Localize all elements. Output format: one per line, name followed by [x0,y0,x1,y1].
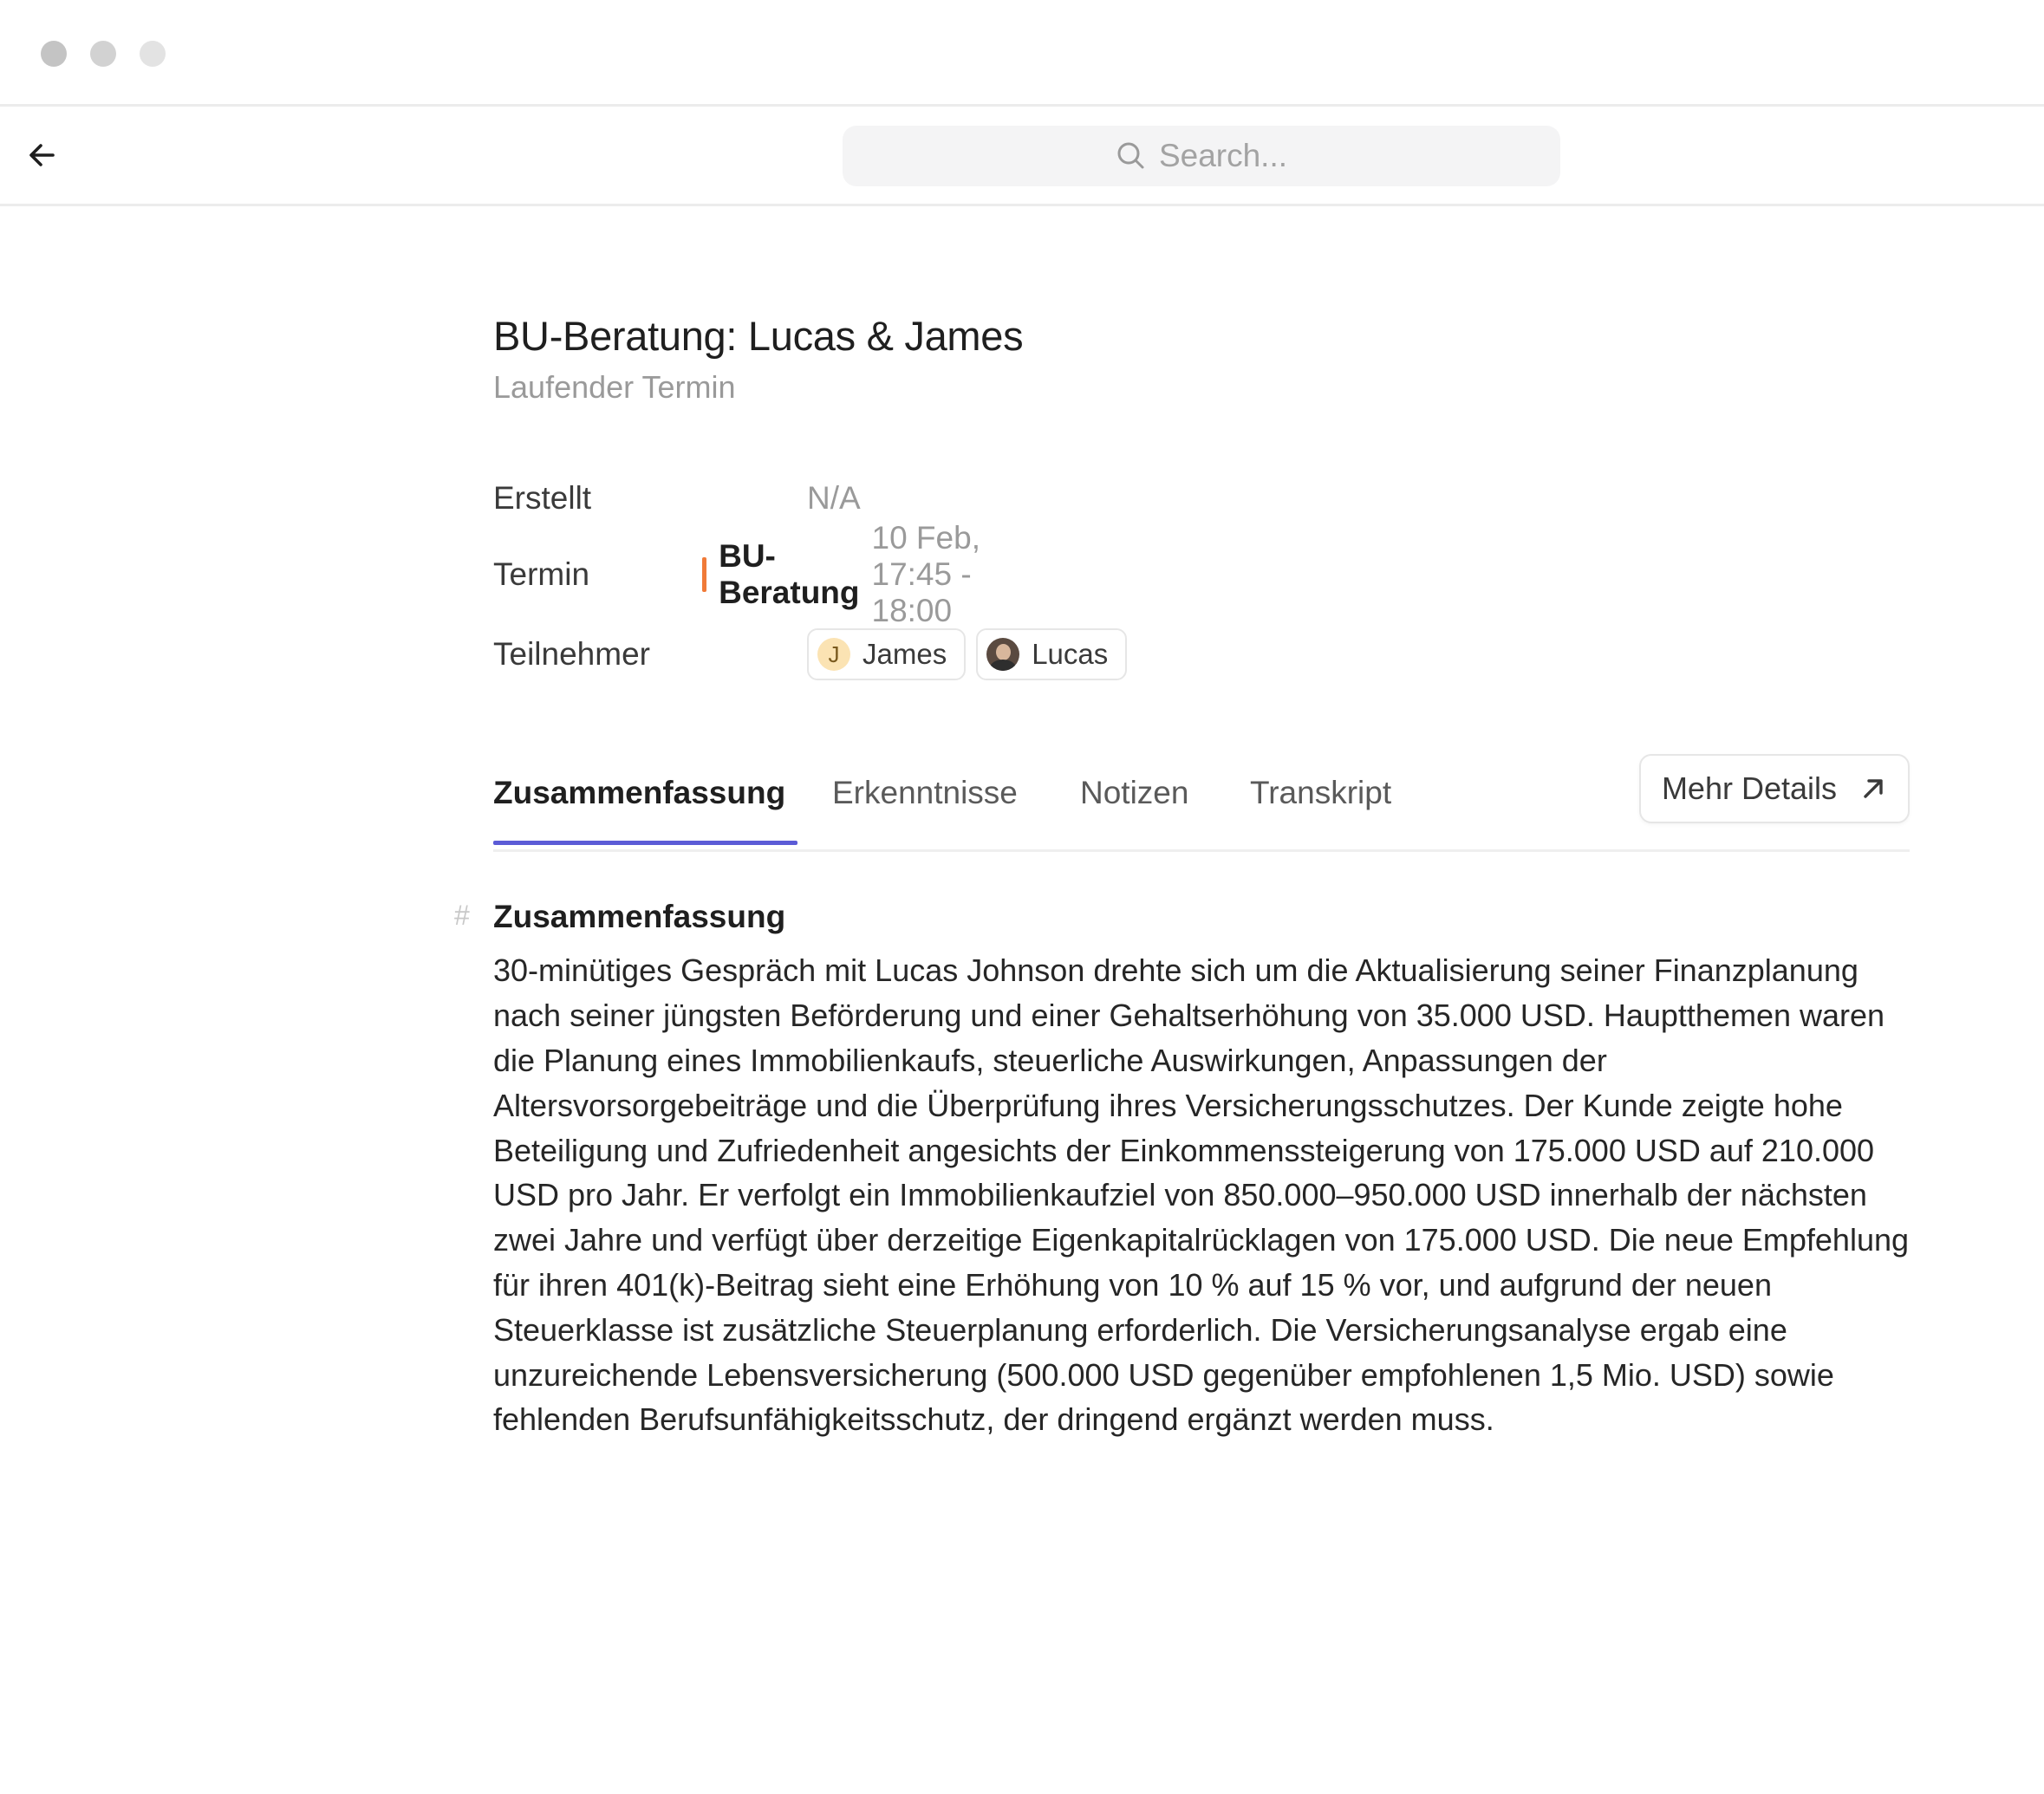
arrow-left-icon [29,143,55,167]
page-title: BU-Beratung: Lucas & James [493,313,1024,359]
mehr-details-button[interactable] [1639,754,1910,823]
tab-transkript[interactable]: Transkript [1250,775,1392,810]
window-minimize-button[interactable] [90,41,116,67]
meta-row-termin [493,520,1059,628]
mehr-details-label: Mehr Details [1661,770,1837,806]
erstellt-label: Erstellt [493,480,592,516]
search-input[interactable] [843,126,1560,186]
window-maximize-button[interactable] [140,41,166,67]
arrow-up-right-icon [1861,777,1885,801]
tab-zusammenfassung[interactable]: Zusammenfassung [493,775,786,810]
participant-chip-lucas[interactable] [976,628,1127,680]
tab-erkenntnisse[interactable]: Erkenntnisse [832,775,1018,810]
participant-name: Lucas [1032,638,1109,670]
summary-section [454,898,1915,1442]
search-icon [1116,140,1147,172]
toolbar [0,107,2044,206]
main-content [454,312,1910,1438]
teilnehmer-label: Teilnehmer [493,636,650,672]
page-subtitle: Laufender Termin [493,369,736,406]
participant-name: James [863,638,947,670]
back-button[interactable] [23,136,61,174]
tab-bar [493,754,1910,852]
heading-anchor[interactable]: # [454,900,470,931]
meta-row-erstellt [493,472,861,524]
tab-notizen[interactable]: Notizen [1080,775,1189,810]
avatar [986,638,1019,671]
avatar: J [817,638,850,671]
active-tab-indicator [493,841,797,845]
participant-list [807,628,1137,680]
termin-color-bar [702,557,706,592]
participant-chip-james[interactable] [807,628,966,680]
meta-row-teilnehmer [493,628,1137,680]
summary-body: 30-minütiges Gespräch mit Lucas Johnson drehte sich um die Aktualisierung seiner Finanzplanung nach seiner jüngsten Beförderung und einer Gehaltserhöhung von 35.000 USD. Hauptthemen waren die Planung eines Immobilienkaufs, steuerliche Auswirkungen, Anpassungen der Altersvorsorgebeiträge und die Überprüfung ihres Versicherungsschutzes. Der Kunde zeigte hohe Beteiligung und Zufriedenheit angesichts der Einkommenssteigerung von 175.000 USD auf 210.000 USD pro Jahr. Er verfolgt ein Immobilienkaufziel von 850.000–950.000 USD innerhalb der nächsten zwei Jahre und verfügt über derzeitige Eigenkapitalrücklagen von 175.000 USD. Die neue Empfehlung für ihren 401(k)-Beitrag sieht eine Erhöhung von 10 % auf 15 % vor, und aufgrund der neuen Steuerklasse ist zusätzliche Steuerplanung erforderlich. Die Versicherungsanalyse ergab eine unzureichende Lebensversicherung (500.000 USD gegenüber empfohlenen 1,5 Mio. USD) sowie fehlenden Berufsunfähigkeitsschutz, der dringend ergänzt werden muss. [493,952,1910,1438]
title-bar [0,0,2044,107]
termin-value[interactable] [702,520,1059,629]
window-close-button[interactable] [41,41,67,67]
termin-label: Termin [493,556,590,592]
summary-heading: Zusammenfassung [493,899,786,934]
termin-name: BU-Beratung [719,538,860,610]
search-placeholder: Search... [1158,138,1288,173]
erstellt-value: N/A [807,480,861,516]
termin-time: 10 Feb, 17:45 - 18:00 [871,520,980,628]
